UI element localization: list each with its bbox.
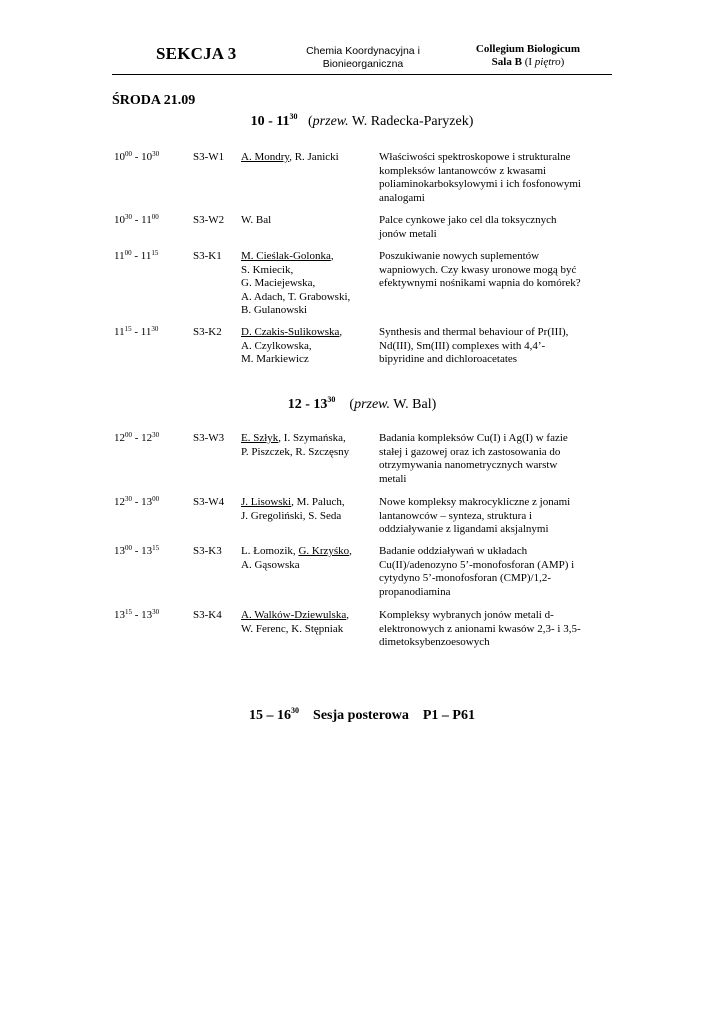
talk-title-line: Poszukiwanie nowych suplementów xyxy=(379,250,540,262)
talk-code: S3-K4 xyxy=(193,609,222,621)
author-line xyxy=(241,496,377,510)
poster-time: $15 - 16^{30}$ xyxy=(249,706,300,723)
author-line xyxy=(241,432,377,446)
talk-authors xyxy=(241,326,377,367)
author-text: , I. Szymańska, xyxy=(278,432,346,444)
talk-title-line: Palce cynkowe jako cel dla toksycznych xyxy=(379,214,557,226)
header-divider xyxy=(112,74,612,75)
author-text: J. Gregoliński, S. Seda xyxy=(241,509,342,522)
author-line xyxy=(241,250,377,264)
author-text: , xyxy=(349,545,352,557)
presenting-author: M. Cieślak-Golonka xyxy=(241,250,331,262)
author-text: P. Piszczek, R. Szczęsny xyxy=(241,445,350,458)
author-text: , xyxy=(346,609,349,621)
author-line xyxy=(241,214,377,228)
author-text: A. Adach, T. Grabowski, xyxy=(241,290,351,303)
talk-title-line: stałej i gazowej oraz ich zastosowania do xyxy=(379,445,561,458)
session-heading: $12 - 13^{30}$ (przew. W. Bal) xyxy=(287,395,437,412)
talk-title-line: Badanie oddziaływań w układach xyxy=(379,545,528,557)
talk-time: $12^{30} - 13^{00}$ xyxy=(114,495,160,508)
talk-title-line: Nowe kompleksy makrocykliczne z jonami xyxy=(379,496,571,508)
talk-title-line: Nd(III), Sm(III) complexes with 4,4’- xyxy=(379,339,546,352)
talk-code: S3-K1 xyxy=(193,250,222,262)
talk-title-line: analogami xyxy=(379,191,425,204)
talk-title xyxy=(379,326,614,367)
talk-authors xyxy=(241,250,377,318)
author-text: B. Gulanowski xyxy=(241,304,307,316)
author-line xyxy=(241,545,377,559)
author-line xyxy=(241,446,377,460)
author-line xyxy=(241,291,377,305)
talk-title-line: Cu(II)/adenozyno 5’-monofosforan (AMP) i xyxy=(379,558,575,571)
talk-title-line: oddziaływanie z ligandami aksjalnymi xyxy=(379,523,549,535)
author-text: , R. Janicki xyxy=(289,151,339,163)
talk-title-line: cytydyno 5’-monofosforan (CMP)/1,2- xyxy=(379,572,552,584)
talk-authors xyxy=(241,432,377,459)
poster-range: P1 – P61 xyxy=(422,708,475,723)
talk-title-line: efektywnymi nośnikami wapnia do komórek? xyxy=(379,277,581,289)
venue-hall-name: Sala B xyxy=(491,56,522,68)
venue-floor: piętro xyxy=(534,56,561,68)
session-time: $12 - 13^{30}$ xyxy=(287,395,336,412)
talk-title xyxy=(379,250,614,291)
venue-floor-open: (I xyxy=(524,56,535,68)
talk-authors xyxy=(241,151,377,165)
talk-code: S3-W1 xyxy=(193,151,225,163)
author-line xyxy=(241,277,377,291)
talk-time: $13^{15} - 13^{30}$ xyxy=(114,608,160,621)
talk-title xyxy=(379,151,614,205)
author-line xyxy=(241,353,377,367)
presenting-author: G. Krzyśko xyxy=(298,545,350,557)
author-text: G. Maciejewska, xyxy=(241,277,316,289)
talk-title-line: poliaminokarboksylowymi i ich fosfonowymi xyxy=(379,178,581,190)
talk-code: S3-W4 xyxy=(193,496,225,508)
author-line xyxy=(241,264,377,278)
talk-time: $13^{00} - 13^{15}$ xyxy=(114,544,160,557)
talk-authors xyxy=(241,609,377,636)
talk-title xyxy=(379,496,614,537)
talk-time: $11^{15} - 11^{30}$ xyxy=(114,325,159,338)
talk-title-line: dimetoksybenzoesowych xyxy=(379,636,490,648)
author-line xyxy=(241,559,377,573)
talk-title-line: Badania kompleksów Cu(I) i Ag(I) w fazie xyxy=(379,432,568,444)
talk-title-line: bipyridine and dichloroacetates xyxy=(379,353,518,365)
author-line xyxy=(241,609,377,623)
venue-hall xyxy=(456,56,600,69)
talk-title-line: wapniowych. Czy kwasy uronowe mogą być xyxy=(379,263,577,276)
author-line xyxy=(241,340,377,354)
author-text: M. Markiewicz xyxy=(241,353,309,365)
talk-title-line: lantanowców – synteza, struktura i xyxy=(379,509,533,522)
author-text: A. Czylkowska, xyxy=(241,339,312,352)
author-text: W. Ferenc, K. Stępniak xyxy=(241,622,344,635)
author-text: L. Łomozik, xyxy=(241,545,299,557)
talk-title-line: Kompleksy wybranych jonów metali d- xyxy=(379,609,554,621)
talk-title-line: jonów metali xyxy=(379,227,437,240)
day-heading: ŚRODA 21.09 xyxy=(112,93,196,108)
section-topic-line: Bionieorganiczna xyxy=(322,58,404,70)
talk-title-line: kompleksów lantanowców z kwasami xyxy=(379,164,547,177)
chair-prefix: przew. xyxy=(354,397,390,412)
poster-session-heading xyxy=(0,708,724,724)
author-text: A. Gąsowska xyxy=(241,558,300,571)
presenting-author: A. Mondry xyxy=(241,151,290,163)
venue-building: Collegium Biologicum xyxy=(475,43,581,55)
section-topic-line: Chemia Koordynacyjna i xyxy=(306,45,420,57)
presenting-author: A. Walków-Dziewulska xyxy=(241,609,347,621)
poster-label: Sesja posterowa xyxy=(313,708,409,723)
author-line xyxy=(241,151,377,165)
talk-code: S3-K3 xyxy=(193,545,222,557)
talk-time: $10^{00} - 10^{30}$ xyxy=(114,150,160,163)
page-header xyxy=(112,40,612,76)
talk-time: $11^{00} - 11^{15}$ xyxy=(114,249,159,262)
presenting-author: J. Lisowski xyxy=(241,496,292,508)
talk-title-line: propanodiamina xyxy=(379,585,451,598)
session-time: $10 - 11^{30}$ xyxy=(250,112,298,129)
talk-code: S3-K2 xyxy=(193,326,222,338)
talk-code: S3-W2 xyxy=(193,214,225,226)
talk-authors xyxy=(241,496,377,523)
talk-code: S3-W3 xyxy=(193,432,225,444)
author-text: , M. Paluch, xyxy=(291,496,345,508)
talk-title xyxy=(379,214,614,241)
session-heading: $10 - 11^{30}$ (przew. W. Radecka-Paryzek) xyxy=(250,112,474,129)
session-chair: W. Bal) xyxy=(393,397,437,412)
author-text: W. Bal xyxy=(241,214,272,226)
author-text: S. Kmiecik, xyxy=(241,263,294,276)
chair-prefix: przew. xyxy=(312,114,349,129)
session-chair: W. Radecka-Paryzek) xyxy=(351,114,474,129)
venue xyxy=(456,43,600,69)
venue-floor-close: ) xyxy=(560,56,565,68)
talk-title-line: otrzymywania nanometrycznych warstw xyxy=(379,459,558,471)
talk-title xyxy=(379,432,614,486)
presenting-author: D. Czakis-Sulikowska xyxy=(241,326,340,338)
author-text: , xyxy=(330,250,334,262)
talk-title-line: Synthesis and thermal behaviour of Pr(III), xyxy=(379,326,569,338)
author-line xyxy=(241,623,377,637)
presenting-author: E. Szłyk xyxy=(241,432,279,444)
talk-title-line: Właściwości spektroskopowe i strukturalne xyxy=(379,151,571,163)
talk-title-line: elektronowych z anionami kwasów 2,3- i 3,5- xyxy=(379,622,581,635)
talk-title-line: metali xyxy=(379,472,407,485)
talk-time: $10^{30} - 11^{00}$ xyxy=(114,213,159,226)
talk-time: $12^{00} - 12^{30}$ xyxy=(114,431,160,444)
author-line xyxy=(241,326,377,340)
talk-authors xyxy=(241,545,377,572)
talk-authors xyxy=(241,214,377,228)
talk-title xyxy=(379,609,614,650)
author-line xyxy=(241,510,377,524)
talk-title xyxy=(379,545,614,599)
author-text: , xyxy=(339,326,343,338)
section-topic xyxy=(298,45,428,71)
author-line xyxy=(241,304,377,318)
section-title: SEKCJA 3 xyxy=(156,44,237,63)
